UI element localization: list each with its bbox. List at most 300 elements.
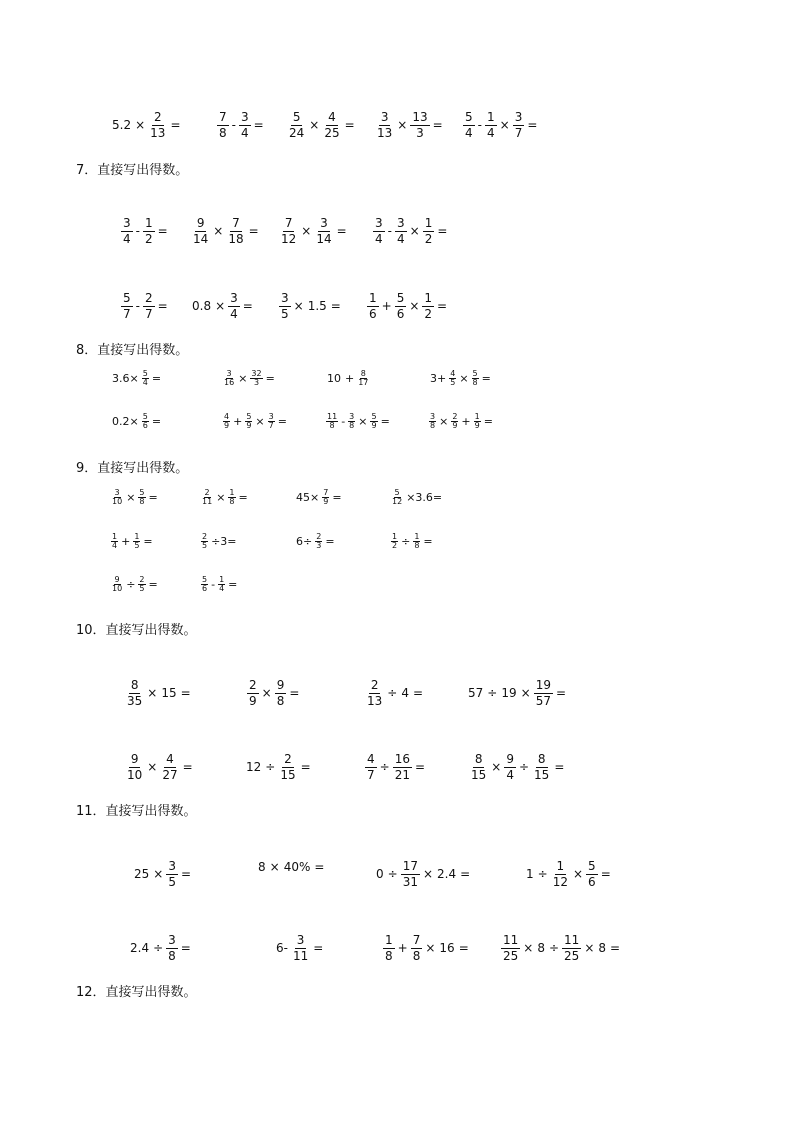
fraction [228, 292, 240, 320]
fraction-denominator: 27 [162, 767, 178, 782]
fraction-numerator: 3 [281, 291, 289, 305]
fraction-numerator: 1 [144, 216, 153, 230]
fraction-denominator: 5 [139, 584, 145, 594]
fraction-numerator: 2 [144, 291, 153, 305]
fraction-numerator: 3 [396, 216, 405, 230]
expression-token: = [314, 860, 325, 874]
fraction-denominator: 15 [471, 767, 487, 782]
fraction-numerator: 1 [112, 532, 118, 541]
fraction-numerator: 16 [394, 752, 410, 766]
math-expression [278, 292, 343, 320]
expression-token: × [293, 299, 304, 314]
fraction-denominator: 25 [503, 948, 519, 963]
fraction-numerator: 8 [474, 752, 483, 766]
math-expression [390, 533, 435, 551]
fraction-numerator: 2 [202, 532, 208, 541]
expression-token: = [151, 415, 162, 429]
fraction-denominator: 7 [367, 767, 375, 782]
expression-token: - [387, 224, 392, 239]
expression-token: = [555, 686, 567, 701]
expression-token: × [309, 118, 320, 133]
fraction-numerator: 2 [452, 412, 458, 421]
fraction-numerator: 5 [246, 412, 252, 421]
fraction-numerator: 7 [412, 933, 421, 947]
expression-token: ÷ [487, 686, 498, 701]
math-expression [500, 934, 622, 962]
fraction-denominator: 35 [127, 693, 143, 708]
fraction-numerator: 5 [394, 488, 400, 497]
fraction-denominator: 7 [268, 421, 274, 431]
fraction [138, 576, 145, 594]
question-9-heading: 9．直接写出得数。 [76, 461, 189, 476]
expression-token: × [422, 867, 434, 882]
fraction-numerator: 5 [472, 369, 478, 378]
fraction-numerator: 5 [202, 575, 208, 584]
expression-token: 8 [258, 860, 266, 874]
fraction [410, 111, 429, 139]
expression-token: = [253, 118, 264, 133]
fraction [370, 413, 377, 431]
expression-token: = [265, 372, 275, 386]
expression-token: = [248, 224, 259, 239]
expression-token: = [414, 760, 426, 775]
expression-token: × [572, 867, 584, 882]
expression-token: 0.8 [192, 299, 212, 314]
expression-token: = [527, 118, 538, 133]
expression-token: × [523, 941, 534, 956]
fraction-denominator: 2 [144, 231, 153, 246]
expression-token: + [121, 535, 131, 549]
fraction [322, 489, 329, 507]
fraction-denominator: 25 [324, 125, 340, 140]
fraction [551, 860, 570, 888]
expression-token: 12 [246, 760, 262, 775]
math-expression [372, 217, 449, 245]
math-expression [524, 860, 613, 888]
fraction-denominator: 11 [202, 497, 213, 507]
fraction-numerator: 2 [153, 110, 162, 124]
math-expression [124, 679, 193, 707]
fraction-denominator: 21 [394, 767, 410, 782]
fraction-numerator: 5 [588, 859, 596, 873]
fraction-denominator: 25 [564, 948, 580, 963]
expression-token: 2.4 [130, 941, 150, 956]
fraction [125, 753, 144, 781]
fraction-numerator: 3 [296, 933, 305, 947]
fraction-numerator: 1 [369, 291, 377, 305]
fraction-numerator: 3 [168, 859, 176, 873]
math-expression [364, 679, 425, 707]
fraction-denominator: 6 [142, 421, 148, 431]
fraction-denominator: 2 [424, 231, 433, 246]
fraction [133, 533, 140, 551]
fraction [395, 292, 407, 320]
fraction-denominator: 8 [385, 948, 393, 963]
fraction-denominator: 7 [144, 306, 153, 321]
fraction-denominator: 10 [127, 767, 143, 782]
expression-token: 0.2× [112, 415, 139, 429]
fraction [373, 217, 385, 245]
fraction-denominator: 4 [506, 767, 514, 782]
expression-token: - [135, 299, 140, 314]
expression-token: 3+ [430, 372, 447, 386]
fraction-denominator: 6 [396, 306, 405, 321]
fraction-denominator: 11 [292, 948, 309, 963]
fraction-numerator: 17 [402, 859, 418, 873]
expression-token: = [336, 224, 347, 239]
fraction-denominator: 7 [123, 306, 131, 321]
fraction-numerator: 1 [474, 412, 480, 421]
fraction-denominator: 12 [552, 874, 568, 889]
fraction-numerator: 19 [535, 678, 551, 692]
fraction-numerator: 1 [134, 532, 140, 541]
fraction-denominator: 17 [358, 378, 369, 388]
fraction-denominator: 8 [472, 378, 478, 388]
fraction-numerator: 2 [284, 752, 292, 766]
fraction-denominator: 2 [424, 306, 433, 321]
expression-token: × [397, 118, 408, 133]
expression-token: = [238, 491, 248, 505]
fraction-denominator: 9 [246, 421, 252, 431]
fraction-numerator: 4 [224, 412, 230, 421]
question-7-heading: 7．直接写出得数。 [76, 163, 189, 178]
fraction-denominator: 14 [316, 231, 332, 246]
fraction-denominator: 9 [474, 421, 480, 431]
expression-token: = [182, 760, 193, 775]
fraction-numerator: 3 [349, 412, 355, 421]
fraction-denominator: 10 [112, 584, 123, 594]
math-expression [200, 533, 239, 551]
fraction-denominator: 13 [150, 125, 166, 140]
fraction-denominator: 8 [414, 541, 420, 551]
expression-token: - [341, 415, 346, 429]
expression-token: = [151, 372, 162, 386]
expression-token: = [180, 867, 192, 882]
fraction-denominator: 6 [202, 584, 208, 594]
fraction [532, 753, 551, 781]
expression-token: × [135, 118, 146, 133]
expression-token: = [437, 299, 448, 314]
math-expression [216, 111, 266, 139]
question-10-heading: 10．直接写出得数。 [76, 623, 197, 638]
fraction [534, 679, 553, 707]
fraction-denominator: 15 [534, 767, 550, 782]
fraction [278, 753, 297, 781]
expression-token: ÷ [265, 760, 276, 775]
math-expression [278, 217, 349, 245]
math-expression [374, 111, 445, 139]
expression-token: × [238, 372, 248, 386]
fraction-numerator: 1 [219, 575, 225, 584]
expression-token: = [437, 224, 448, 239]
fraction [513, 111, 525, 139]
fraction-numerator: 3 [375, 216, 383, 230]
expression-token: × [301, 224, 312, 239]
fraction-numerator: 1 [486, 110, 495, 124]
expression-token: 4 [401, 686, 409, 701]
fraction-denominator: 5 [202, 541, 208, 551]
fraction-denominator: 8 [229, 497, 235, 507]
fraction-denominator: 8 [349, 421, 355, 431]
fraction [279, 217, 298, 245]
math-expression [124, 753, 195, 781]
fraction-numerator: 8 [360, 369, 366, 378]
fraction-denominator: 5 [134, 541, 140, 551]
expression-token: = [432, 118, 443, 133]
question-11-heading: 11．直接写出得数。 [76, 804, 197, 819]
expression-token: = [148, 491, 158, 505]
fraction [201, 576, 208, 594]
math-expression [374, 860, 472, 888]
fraction [365, 753, 377, 781]
fraction-numerator: 3 [226, 369, 232, 378]
math-expression [110, 370, 163, 388]
expression-token: × [255, 415, 265, 429]
fraction-denominator: 4 [219, 584, 225, 594]
math-expression [256, 860, 326, 874]
math-expression [428, 413, 495, 431]
fraction-numerator: 3 [168, 933, 176, 947]
fraction-numerator: 5 [465, 110, 473, 124]
fraction-denominator: 9 [452, 421, 458, 431]
fraction-denominator: 2 [392, 541, 398, 551]
fraction [143, 292, 155, 320]
fraction-numerator: 1 [424, 291, 433, 305]
fraction [138, 489, 145, 507]
fraction-denominator: 5 [450, 378, 456, 388]
fraction-denominator: 31 [402, 874, 418, 889]
fraction-numerator: 7 [219, 110, 227, 124]
fraction-numerator: 2 [139, 575, 145, 584]
fraction-denominator: 4 [396, 231, 405, 246]
math-expression [200, 576, 239, 594]
fraction [504, 753, 516, 781]
math-expression [244, 753, 313, 781]
fraction-denominator: 8 [276, 693, 285, 708]
fraction-numerator: 5 [123, 291, 131, 305]
fraction-numerator: 5 [371, 412, 377, 421]
fraction [413, 533, 420, 551]
fraction [429, 413, 436, 431]
fraction-numerator: 2 [204, 488, 210, 497]
fraction-numerator: 4 [166, 752, 174, 766]
fraction [383, 934, 395, 962]
fraction-numerator: 7 [284, 216, 293, 230]
expression-token: - [211, 578, 216, 592]
math-expression [110, 413, 163, 431]
expression-token: ÷3= [211, 535, 237, 549]
expression-token: ÷ [126, 578, 136, 592]
expression-token: = [180, 686, 191, 701]
expression-token: = [170, 118, 181, 133]
fraction [365, 679, 384, 707]
fraction [142, 413, 149, 431]
expression-token: × [261, 686, 272, 701]
fraction [201, 533, 208, 551]
fraction-denominator: 9 [323, 497, 329, 507]
expression-token: = [148, 578, 158, 592]
fraction [423, 217, 435, 245]
fraction-numerator: 9 [114, 575, 120, 584]
fraction-denominator: 8 [412, 948, 421, 963]
math-expression [110, 576, 160, 594]
fraction [111, 576, 123, 594]
fraction-numerator: 5 [142, 412, 148, 421]
expression-token: × [409, 224, 420, 239]
expression-token: × [459, 372, 469, 386]
math-expression [222, 370, 277, 388]
fraction-denominator: 12 [392, 497, 403, 507]
expression-token: ÷ [401, 535, 411, 549]
expression-token: ÷ [537, 867, 548, 882]
expression-token: × [153, 867, 164, 882]
expression-token: × [147, 760, 158, 775]
expression-token: × [425, 941, 436, 956]
expression-token: + [345, 372, 355, 386]
fraction [562, 934, 581, 962]
expression-token: = [180, 941, 191, 956]
math-expression [132, 860, 193, 888]
fraction-denominator: 4 [123, 231, 131, 246]
fraction-denominator: 3 [416, 125, 424, 140]
fraction [357, 370, 369, 388]
fraction [125, 679, 144, 707]
expression-token: × [216, 491, 226, 505]
fraction-numerator: 9 [130, 752, 139, 766]
fraction-numerator: 3 [514, 110, 523, 124]
fraction [148, 111, 167, 139]
fraction-denominator: 15 [280, 767, 296, 782]
fraction [411, 934, 423, 962]
fraction-denominator: 3 [253, 378, 260, 388]
expression-token: 10 [327, 372, 341, 386]
expression-token: × [126, 491, 136, 505]
fraction [451, 413, 458, 431]
fraction [393, 753, 412, 781]
expression-token: × [409, 299, 420, 314]
fraction-denominator: 24 [289, 125, 305, 140]
expression-token: × [269, 860, 280, 874]
fraction [228, 489, 235, 507]
fraction-numerator: 9 [506, 752, 514, 766]
expression-token: ÷ [548, 941, 560, 956]
expression-token: = [380, 415, 390, 429]
expression-token: = [481, 372, 491, 386]
fraction [348, 413, 355, 431]
fraction [586, 860, 598, 888]
expression-token: 3.6× [112, 372, 139, 386]
expression-token: ÷ [379, 760, 390, 775]
expression-token: ÷ [153, 941, 164, 956]
fraction [322, 111, 341, 139]
expression-token: 25 [134, 867, 150, 882]
expression-token: = [423, 535, 433, 549]
math-expression [364, 753, 427, 781]
math-expression [468, 753, 566, 781]
fraction-numerator: 9 [276, 678, 285, 692]
fraction-numerator: 1 [229, 488, 235, 497]
math-expression [286, 111, 357, 139]
fraction [111, 489, 123, 507]
expression-token: + [381, 299, 392, 314]
math-expression [294, 489, 344, 507]
fraction [239, 111, 251, 139]
expression-token: = [242, 299, 253, 314]
fraction-denominator: 57 [535, 693, 551, 708]
math-expression [366, 292, 449, 320]
math-expression [200, 489, 250, 507]
fraction-numerator: 7 [323, 488, 329, 497]
fraction-numerator: 11 [564, 933, 580, 947]
expression-token: = [157, 224, 168, 239]
fraction-denominator: 8 [139, 497, 145, 507]
fraction-numerator: 2 [249, 678, 257, 692]
fraction-denominator: 4 [230, 306, 238, 321]
math-expression [462, 111, 539, 139]
fraction-denominator: 4 [486, 125, 495, 140]
fraction [217, 111, 229, 139]
math-expression [466, 679, 568, 707]
expression-token: 6- [276, 941, 288, 956]
expression-token: 0 [376, 867, 384, 882]
fraction [166, 860, 178, 888]
fraction [111, 533, 118, 551]
fraction [474, 413, 481, 431]
fraction-numerator: 9 [196, 216, 205, 230]
fraction-numerator: 11 [503, 933, 519, 947]
fraction [391, 489, 403, 507]
fraction-denominator: 5 [168, 874, 176, 889]
fraction-denominator: 3 [316, 541, 322, 551]
expression-token: × [439, 415, 449, 429]
fraction [121, 217, 133, 245]
fraction [247, 679, 259, 707]
expression-token: = [344, 118, 355, 133]
question-8-heading: 8．直接写出得数。 [76, 343, 189, 358]
fraction [250, 370, 262, 388]
expression-token: = [325, 535, 335, 549]
fraction-denominator: 4 [465, 125, 473, 140]
fraction-denominator: 9 [224, 421, 230, 431]
math-expression [325, 413, 392, 431]
expression-token: - [231, 118, 236, 133]
expression-token: 8 [598, 941, 607, 956]
expression-token: × [584, 941, 595, 956]
fraction-denominator: 13 [377, 125, 393, 140]
fraction [449, 370, 456, 388]
math-expression [222, 413, 289, 431]
expression-token: × [215, 299, 226, 314]
fraction [160, 753, 179, 781]
math-expression [246, 679, 301, 707]
expression-token: × [213, 224, 224, 239]
expression-token: = [277, 415, 287, 429]
fraction-numerator: 2 [370, 678, 379, 692]
math-expression [190, 217, 261, 245]
fraction [391, 533, 398, 551]
expression-token: ÷ [387, 686, 398, 701]
expression-token: + [397, 941, 408, 956]
math-expression [428, 370, 493, 388]
expression-token: = [332, 491, 342, 505]
fraction [223, 370, 235, 388]
math-expression [274, 934, 325, 962]
fraction-denominator: 7 [514, 125, 523, 140]
fraction-numerator: 5 [396, 291, 405, 305]
fraction [268, 413, 275, 431]
fraction [315, 533, 322, 551]
expression-token: + [233, 415, 243, 429]
